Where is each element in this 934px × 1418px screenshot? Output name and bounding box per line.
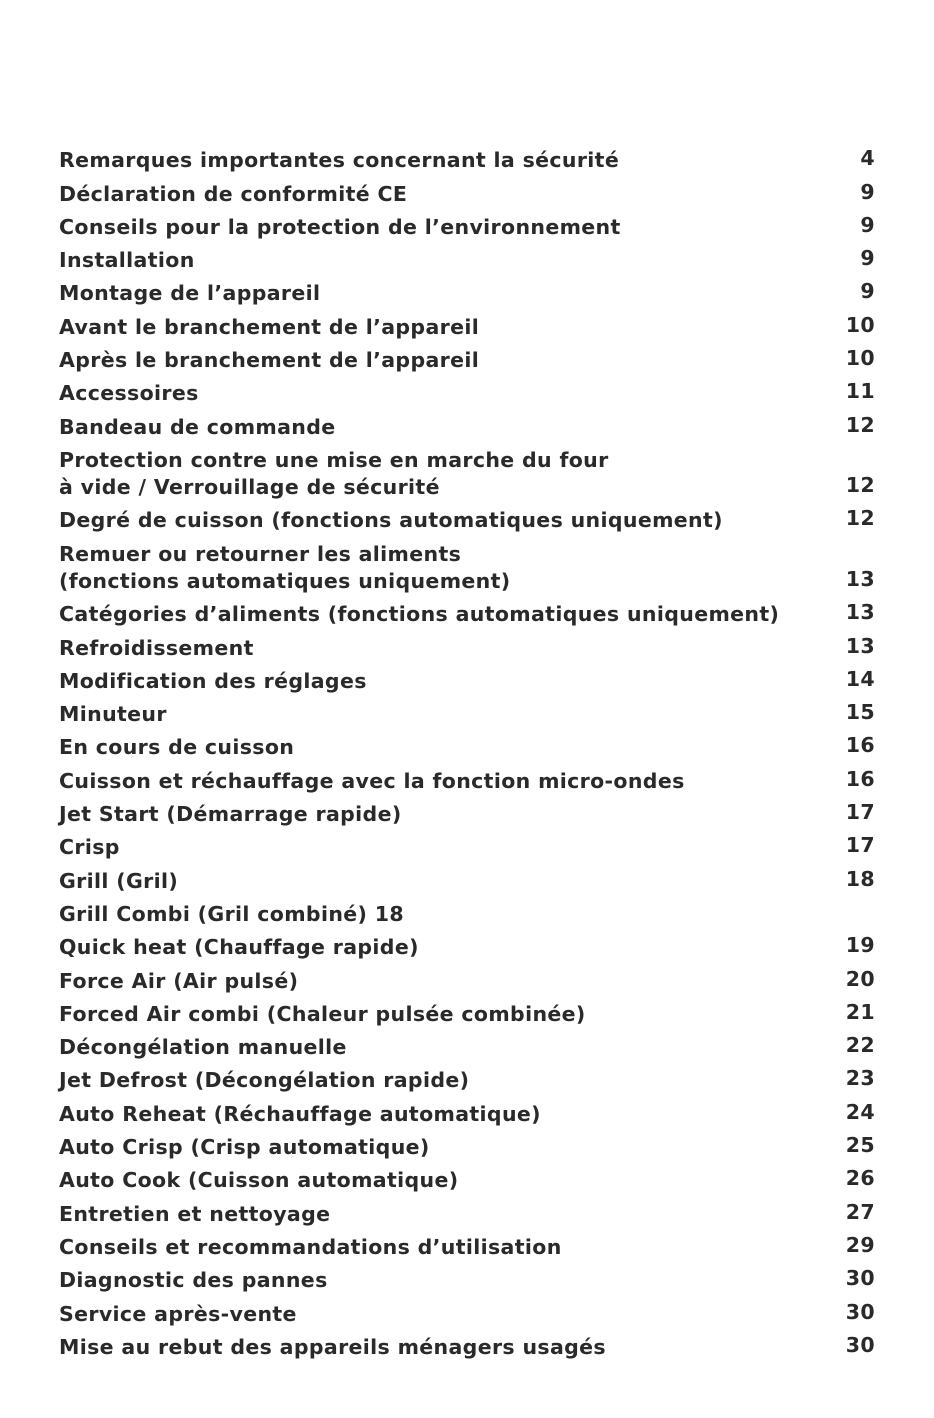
toc-entry (59, 861, 875, 894)
toc-entry-page: 21 (845, 999, 875, 1024)
toc-entry-page: 26 (845, 1166, 875, 1191)
toc-entry-title: Bandeau de commande (59, 414, 336, 439)
toc-entry-page: 12 (845, 506, 875, 531)
toc-entry-title: Mise au rebut des appareils ménagers usagés (59, 1334, 606, 1359)
toc-entry (59, 274, 875, 307)
toc-entry-page: 13 (845, 566, 875, 591)
toc-entry-page: 10 (845, 312, 875, 337)
toc-entry-page: 18 (845, 866, 875, 891)
toc-entry (59, 307, 875, 340)
toc-entry (59, 1328, 875, 1361)
toc-entry-title: Entretien et nettoyage (59, 1201, 331, 1226)
toc-entry-page: 9 (860, 212, 875, 237)
toc-entry (59, 1061, 875, 1094)
toc-entry-page: 11 (845, 379, 875, 404)
toc-entry-title: Diagnostic des pannes (59, 1268, 328, 1293)
toc-entry (59, 595, 875, 628)
toc-entry (59, 1028, 875, 1061)
toc-entry (59, 441, 875, 502)
toc-entry-title: Avant le branchement de l’appareil (59, 314, 480, 339)
toc-entry (59, 407, 875, 440)
toc-entry (59, 1294, 875, 1327)
toc-entry-title: Installation (59, 248, 195, 273)
toc-entry (59, 1128, 875, 1161)
toc-entry-page: 15 (845, 700, 875, 725)
toc-entry-page: 22 (845, 1033, 875, 1058)
toc-entry (59, 241, 875, 274)
toc-entry-title: Service après-vente (59, 1301, 297, 1326)
toc-entry-page (835, 926, 875, 928)
toc-entry (59, 662, 875, 695)
toc-entry-page: 17 (845, 833, 875, 858)
toc-entry (59, 1194, 875, 1227)
toc-entry (59, 695, 875, 728)
toc-entry (59, 895, 875, 928)
toc-entry-title: Grill (Gril) (59, 868, 179, 893)
toc-entry (59, 1161, 875, 1194)
toc-entry (59, 795, 875, 828)
toc-entry-title: Après le branchement de l’appareil (59, 348, 480, 373)
toc-entry-title: Jet Defrost (Décongélation rapide) (59, 1068, 470, 1093)
toc-entry-page: 30 (845, 1266, 875, 1291)
toc-entry-title: Protection contre une mise en marche du four à vide / Verrouillage de sécurité (59, 448, 609, 500)
toc-entry-title: Cuisson et réchauffage avec la fonction micro-ondes (59, 768, 685, 793)
toc-entry-title: Accessoires (59, 381, 199, 406)
toc-entry-page: 12 (845, 473, 875, 498)
toc-entry (59, 1094, 875, 1127)
toc-entry (59, 728, 875, 761)
toc-entry-title: Force Air (Air pulsé) (59, 968, 299, 993)
toc-entry-page: 19 (845, 933, 875, 958)
toc-entry-title: Auto Cook (Cuisson automatique) (59, 1168, 459, 1193)
toc-entry-page: 12 (845, 412, 875, 437)
toc-entry-title: Auto Crisp (Crisp automatique) (59, 1135, 430, 1160)
toc-entry (59, 628, 875, 661)
table-of-contents (59, 141, 875, 1361)
toc-entry-page: 9 (860, 279, 875, 304)
toc-entry (59, 828, 875, 861)
toc-entry-title: En cours de cuisson (59, 735, 295, 760)
toc-entry-page: 13 (845, 633, 875, 658)
toc-entry-title: Remarques importantes concernant la sécurité (59, 148, 620, 173)
toc-entry (59, 208, 875, 241)
toc-entry (59, 341, 875, 374)
toc-entry-title: Auto Reheat (Réchauffage automatique) (59, 1101, 541, 1126)
toc-entry-page: 24 (845, 1099, 875, 1124)
toc-entry-title: Modification des réglages (59, 668, 367, 693)
toc-entry-title: Conseils et recommandations d’utilisation (59, 1234, 562, 1259)
toc-entry-page: 14 (845, 666, 875, 691)
toc-entry-page: 16 (845, 733, 875, 758)
toc-entry-page: 16 (845, 766, 875, 791)
toc-entry-page: 10 (845, 346, 875, 371)
toc-entry (59, 761, 875, 794)
toc-entry-page: 4 (860, 146, 875, 171)
toc-entry-page: 25 (845, 1133, 875, 1158)
toc-entry-title: Remuer ou retourner les aliments (fonctions automatiques uniquement) (59, 541, 511, 593)
toc-entry (59, 928, 875, 961)
toc-entry-title: Quick heat (Chauffage rapide) (59, 935, 419, 960)
toc-entry-title: Jet Start (Démarrage rapide) (59, 802, 402, 827)
toc-entry-title: Degré de cuisson (fonctions automatiques uniquement) (59, 508, 723, 533)
toc-entry-title: Refroidissement (59, 635, 254, 660)
toc-entry-page: 20 (845, 966, 875, 991)
toc-entry (59, 374, 875, 407)
toc-entry-page: 9 (860, 179, 875, 204)
toc-entry-title: Montage de l’appareil (59, 281, 321, 306)
toc-entry (59, 174, 875, 207)
toc-entry-page: 27 (845, 1199, 875, 1224)
toc-entry-title: Crisp (59, 835, 120, 860)
toc-entry-page: 17 (845, 800, 875, 825)
toc-entry-title: Forced Air combi (Chaleur pulsée combinée) (59, 1001, 586, 1026)
toc-entry-page: 13 (845, 600, 875, 625)
toc-entry (59, 534, 875, 595)
toc-entry-title: Déclaration de conformité CE (59, 181, 408, 206)
toc-entry (59, 961, 875, 994)
toc-entry (59, 1261, 875, 1294)
toc-entry-title: Catégories d’aliments (fonctions automatiques uniquement) (59, 602, 780, 627)
toc-entry (59, 1228, 875, 1261)
toc-entry-page: 30 (845, 1332, 875, 1357)
toc-entry-title: Conseils pour la protection de l’environnement (59, 214, 621, 239)
toc-entry-title: Grill Combi (Gril combiné) 18 (59, 901, 404, 926)
toc-entry-page: 23 (845, 1066, 875, 1091)
toc-entry (59, 995, 875, 1028)
toc-entry-page: 29 (845, 1232, 875, 1257)
toc-entry (59, 141, 875, 174)
toc-entry (59, 501, 875, 534)
toc-entry-title: Minuteur (59, 702, 167, 727)
toc-entry-page: 9 (860, 246, 875, 271)
toc-entry-title: Décongélation manuelle (59, 1035, 347, 1060)
toc-entry-page: 30 (845, 1299, 875, 1324)
